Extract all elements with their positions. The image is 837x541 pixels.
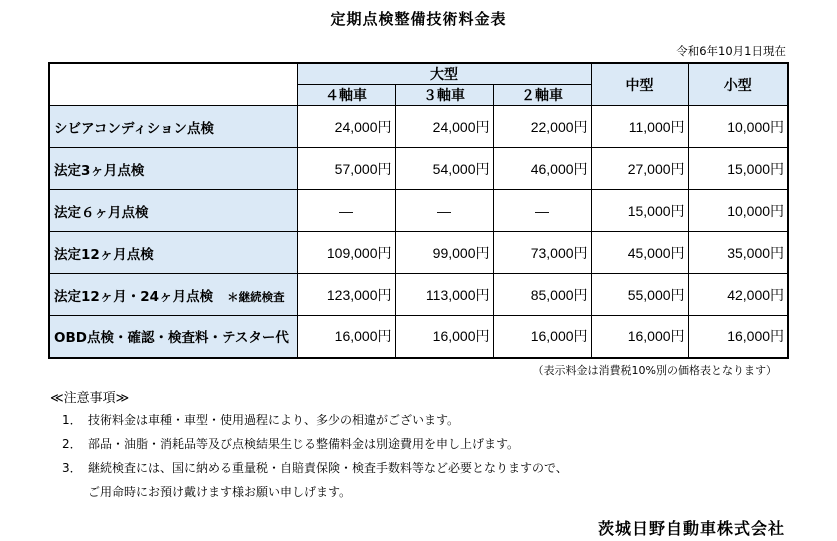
note-item xyxy=(62,483,351,500)
row-label xyxy=(49,190,297,232)
note-number: 3． xyxy=(62,461,82,475)
note-text: 継続検査には、国に納める重量税・自賠責保険・検査手数料等など必要となりますので、 xyxy=(88,461,568,475)
price-cell: 24,000円 xyxy=(297,106,395,148)
note-text: 技術料金は車種・車型・使用過程により、多少の相違がございます。 xyxy=(88,413,460,427)
price-cell: 99,000円 xyxy=(395,232,493,274)
company-name: 茨城日野自動車株式会社 xyxy=(597,519,785,538)
note-item xyxy=(62,459,568,476)
note-item xyxy=(62,411,459,428)
note-item xyxy=(62,435,519,452)
header-large-3axle: ３軸車 xyxy=(395,85,493,106)
effective-date: 令和6年10月1日現在 xyxy=(676,44,786,58)
note-text: ご用命時にお預け戴けます様お願い申しげます。 xyxy=(88,485,352,499)
row-label xyxy=(49,148,297,190)
row-label-text: 法定12ヶ月点検 xyxy=(54,246,154,263)
row-label-text: シビアコンディション点検 xyxy=(54,120,214,137)
notes-title: ≪注意事項≫ xyxy=(50,391,130,406)
table-row xyxy=(49,106,788,148)
row-label xyxy=(49,274,297,316)
price-cell: 73,000円 xyxy=(493,232,591,274)
header-large: 大型 xyxy=(297,63,591,85)
price-cell: — xyxy=(395,190,493,232)
note-number: 2． xyxy=(62,437,82,451)
price-cell: 15,000円 xyxy=(591,190,688,232)
page-title: 定期点検整備技術料金表 xyxy=(330,10,507,28)
note-text: 部品・油脂・消耗品等及び点検結果生じる整備料金は別途費用を申し上げます。 xyxy=(88,437,520,451)
price-cell: 45,000円 xyxy=(591,232,688,274)
price-cell: 10,000円 xyxy=(688,106,788,148)
price-cell: 85,000円 xyxy=(493,274,591,316)
price-cell: 123,000円 xyxy=(297,274,395,316)
row-label-text: 法定12ヶ月・24ヶ月点検 xyxy=(54,288,214,305)
tax-note: （表示料金は消費税10%別の価格表となります） xyxy=(532,364,777,377)
price-cell: 16,000円 xyxy=(297,316,395,358)
price-cell: 11,000円 xyxy=(591,106,688,148)
price-cell: 22,000円 xyxy=(493,106,591,148)
price-cell: 16,000円 xyxy=(591,316,688,358)
price-cell: 109,000円 xyxy=(297,232,395,274)
row-label-text: 法定６ヶ月点検 xyxy=(54,204,149,221)
row-label xyxy=(49,232,297,274)
price-cell: 16,000円 xyxy=(493,316,591,358)
price-cell: 54,000円 xyxy=(395,148,493,190)
table-row xyxy=(49,148,788,190)
price-cell: 57,000円 xyxy=(297,148,395,190)
price-table xyxy=(48,62,789,359)
price-cell: 55,000円 xyxy=(591,274,688,316)
continuous-inspection-note: ＊継続検査 xyxy=(227,289,285,304)
row-label xyxy=(49,106,297,148)
header-medium: 中型 xyxy=(591,63,688,106)
price-cell: 15,000円 xyxy=(688,148,788,190)
row-label xyxy=(49,316,297,358)
price-cell: — xyxy=(493,190,591,232)
header-large-4axle: ４軸車 xyxy=(297,85,395,106)
table-row xyxy=(49,232,788,274)
price-cell: 16,000円 xyxy=(395,316,493,358)
price-cell: 27,000円 xyxy=(591,148,688,190)
header-small: 小型 xyxy=(688,63,788,106)
price-cell: 24,000円 xyxy=(395,106,493,148)
row-label-text: OBD点検・確認・検査料・テスター代 xyxy=(54,330,289,347)
price-cell: 10,000円 xyxy=(688,190,788,232)
price-cell: 42,000円 xyxy=(688,274,788,316)
table-row xyxy=(49,274,788,316)
price-cell: 46,000円 xyxy=(493,148,591,190)
price-cell: — xyxy=(297,190,395,232)
price-cell: 16,000円 xyxy=(688,316,788,358)
table-row xyxy=(49,316,788,358)
row-label-text: 法定3ヶ月点検 xyxy=(54,162,145,179)
header-blank-cell xyxy=(49,63,297,106)
table-row xyxy=(49,190,788,232)
price-cell: 35,000円 xyxy=(688,232,788,274)
header-large-2axle: ２軸車 xyxy=(493,85,591,106)
note-number: 1． xyxy=(62,413,82,427)
price-cell: 113,000円 xyxy=(395,274,493,316)
